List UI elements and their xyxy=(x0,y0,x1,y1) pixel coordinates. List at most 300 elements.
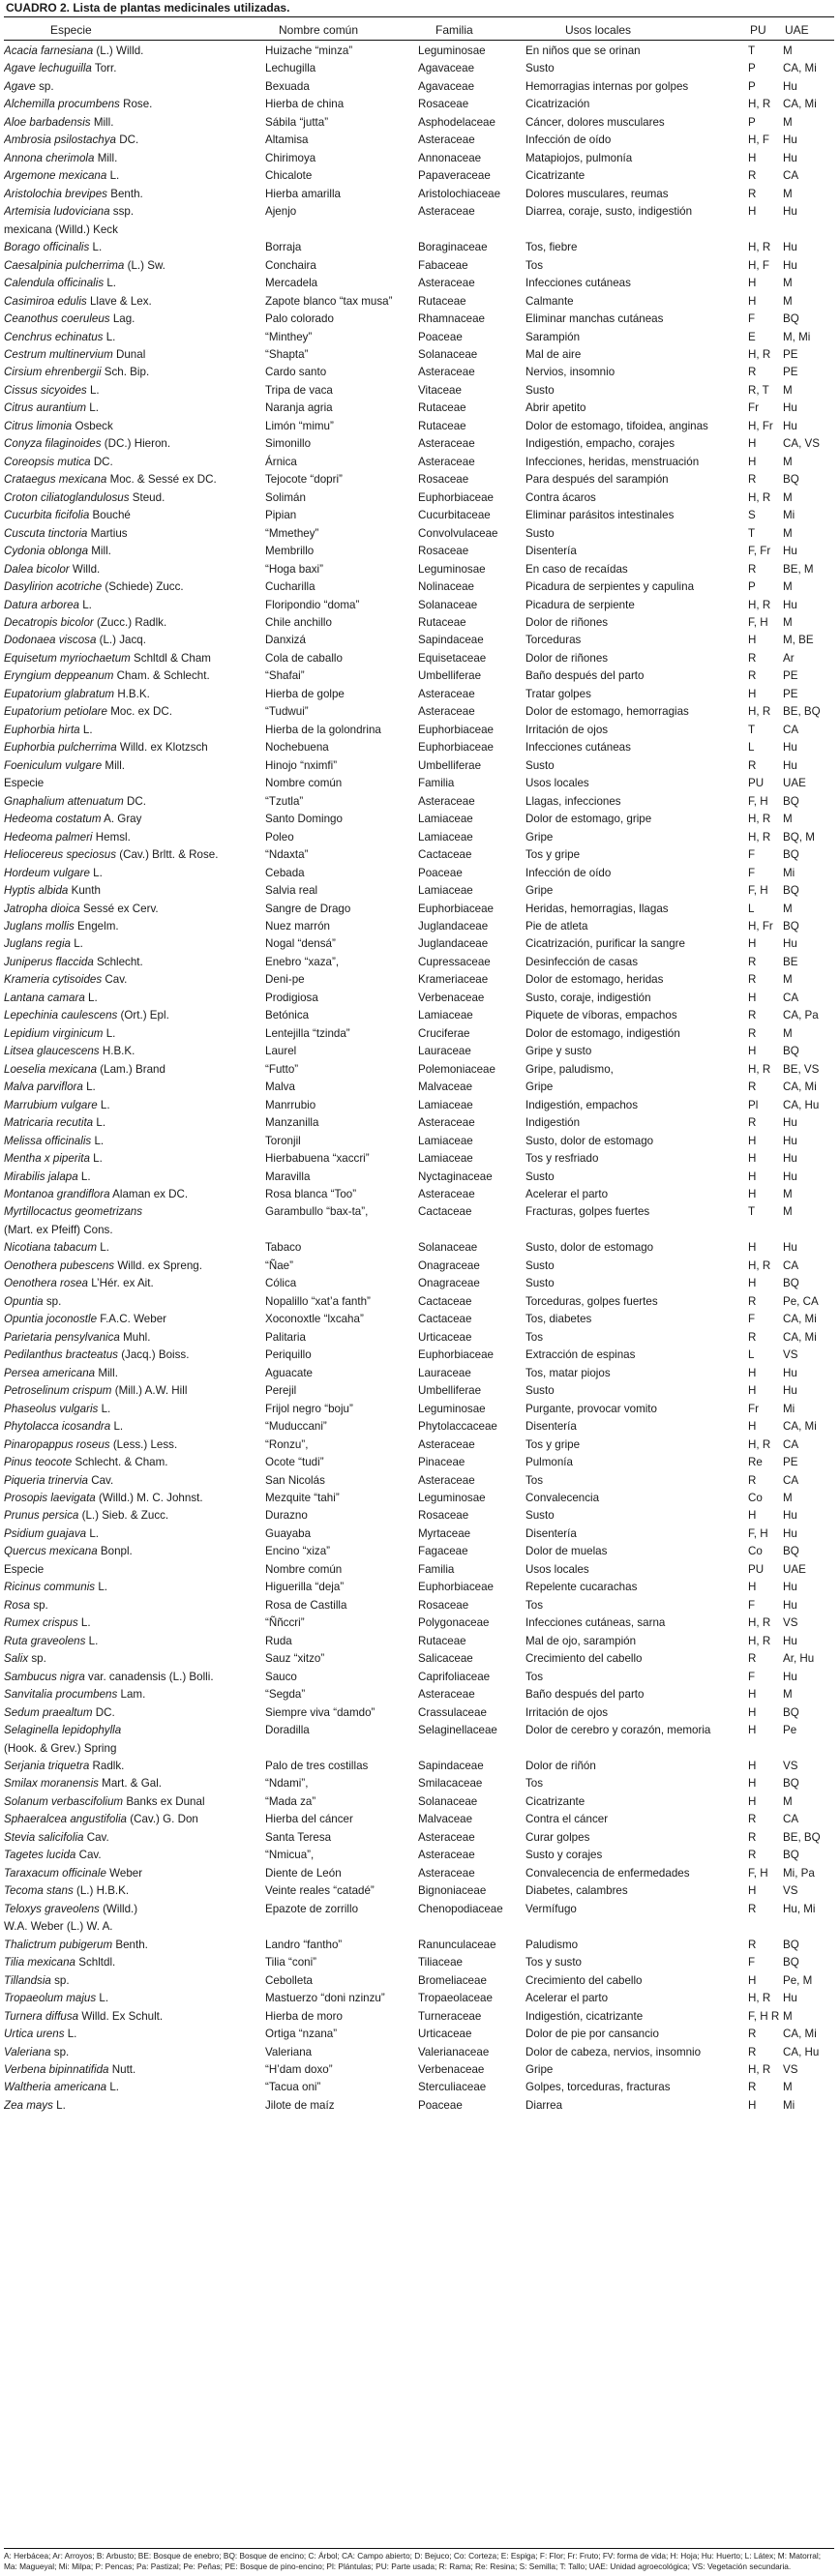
species-author: DC. xyxy=(95,1705,115,1719)
local-uses-cell: Tos xyxy=(525,1598,544,1612)
uae-cell: BQ xyxy=(783,1277,799,1290)
table-row xyxy=(0,1507,840,1525)
species-author: H.B.K. xyxy=(117,687,150,700)
table-row xyxy=(0,1811,840,1828)
species-author: Kunth xyxy=(71,884,101,898)
local-uses-cell: Tos, matar piojos xyxy=(525,1366,611,1379)
uae-cell: M xyxy=(783,1026,793,1040)
table-row xyxy=(0,311,840,328)
family-cell: Euphorbiaceae xyxy=(418,723,494,736)
species-name: Argemone mexicana xyxy=(4,169,107,183)
uae-cell: BE, M xyxy=(783,562,814,576)
species-author: Willd. Ex Schult. xyxy=(81,2009,164,2023)
uae-cell: Hu xyxy=(783,1170,797,1183)
local-uses-cell: Calmante xyxy=(525,294,574,308)
uae-cell: M xyxy=(783,455,793,468)
part-used-cell: H, R xyxy=(748,830,771,844)
species-cell xyxy=(4,1401,261,1418)
common-name-cell: Palo colorado xyxy=(265,312,334,326)
uae-cell: BQ xyxy=(783,1849,799,1862)
species-cell xyxy=(4,1740,261,1758)
common-name-cell: “H’dam doxo” xyxy=(265,2062,333,2076)
uae-cell: BE xyxy=(783,955,798,968)
local-uses-cell: Repelente cucarachas xyxy=(525,1581,638,1594)
species-name: Casimiroa edulis xyxy=(4,294,87,308)
part-used-cell: H xyxy=(748,1688,757,1702)
family-cell: Urticaceae xyxy=(418,1330,472,1344)
part-used-cell: H xyxy=(748,205,757,219)
local-uses-cell: Picadura de serpientes y capulina xyxy=(525,580,695,594)
family-cell: Rosaceae xyxy=(418,473,469,487)
family-cell: Myrtaceae xyxy=(418,1526,471,1540)
table-row xyxy=(0,150,840,167)
uae-cell: CA, Mi xyxy=(783,1081,817,1094)
species-cell xyxy=(4,1311,261,1328)
family-cell: Sterculiaceae xyxy=(418,2081,487,2094)
species-author: (Less.) Less. xyxy=(112,1437,178,1451)
part-used-cell: H xyxy=(748,937,757,951)
species-name: Opuntia xyxy=(4,1294,44,1308)
family-cell: Lamiaceae xyxy=(418,813,473,826)
common-name-cell: “Segda” xyxy=(265,1688,306,1702)
species-name: Litsea glaucescens xyxy=(4,1045,100,1058)
table-row xyxy=(0,364,840,381)
species-name: Aloe barbadensis xyxy=(4,115,91,129)
part-used-cell: R xyxy=(748,955,757,968)
uae-cell: Mi xyxy=(783,866,795,879)
part-used-cell: T xyxy=(748,44,756,57)
local-uses-cell: Dolor de riñones xyxy=(525,616,609,629)
uae-cell: Hu xyxy=(783,1152,797,1166)
common-name-cell: Mercadela xyxy=(265,277,318,290)
part-used-cell: L xyxy=(748,1348,755,1362)
uae-cell: CA xyxy=(783,169,799,183)
uae-cell: CA, Pa xyxy=(783,1009,819,1022)
species-cell xyxy=(4,1097,261,1114)
uae-cell: Hu xyxy=(783,1634,797,1647)
family-cell: Asteraceae xyxy=(418,1688,475,1702)
uae-cell: M xyxy=(783,187,793,200)
common-name-cell: Hierba de golpe xyxy=(265,687,345,700)
local-uses-cell: En caso de recaídas xyxy=(525,562,628,576)
part-used-cell: R xyxy=(748,169,757,183)
table-row xyxy=(0,1918,840,1936)
species-name: Cucurbita ficifolia xyxy=(4,509,90,522)
species-name: Prunus persica xyxy=(4,1509,79,1523)
species-name: Borago officinalis xyxy=(4,241,90,254)
local-uses-cell: Infecciones cutáneas, sarna xyxy=(525,1616,666,1630)
uae-cell: Hu xyxy=(783,741,797,755)
species-cell xyxy=(4,739,261,756)
species-author: (Hook. & Grev.) Spring xyxy=(4,1741,117,1755)
table-row xyxy=(0,650,840,667)
species-author: (L.) H.B.K. xyxy=(75,1884,130,1898)
common-name-cell: Mezquite “tahi” xyxy=(265,1491,340,1504)
species-author: L. xyxy=(101,1402,111,1415)
uae-cell: Ar xyxy=(783,651,795,665)
part-used-cell: H, R xyxy=(748,1062,771,1076)
footnote: A: Herbácea; Ar: Arroyos; B: Arbusto; BE: Bosque de enebro; BQ: Bosque de encino; C: Árbol; CA: Campo abierto; D: Bejuco; Co: Corteza; E: Espiga; F: Flor; Fr: Fruto; FV: forma de vida; H: Hoja; Hu: Huerto; L: Látex; M: Matorral; Ma: Magueyal; Mi: Milpa; P: Pencas; Pa: Pastizal; Pe: Peñas; PE: Bosque de pino-encino; Pl: Plántulas; PU: Parte usada; R: Rama; Re: Resina; S: Semilla; T: Tallo; UAE: Unidad agroecológica; VS: Vegetación secundaria. xyxy=(4,2551,822,2571)
uae-cell: BQ xyxy=(783,1938,799,1951)
species-name: Serjania triquetra xyxy=(4,1760,90,1772)
species-cell xyxy=(4,846,261,864)
common-name-cell: Lentejilla “tzinda” xyxy=(265,1026,350,1040)
local-uses-cell: Gripe xyxy=(525,2062,554,2076)
local-uses-cell: Tos xyxy=(525,1670,544,1683)
family-cell: Onagraceae xyxy=(418,1258,480,1272)
common-name-cell: Mastuerzo “doni nzinzu” xyxy=(265,1992,385,2005)
common-name-cell: Palo de tres costillas xyxy=(265,1760,369,1772)
common-name-cell: Perejil xyxy=(265,1384,297,1398)
uae-cell: BQ, M xyxy=(783,830,815,844)
header-familia: Familia xyxy=(418,1562,455,1576)
species-name: Marrubium vulgare xyxy=(4,1098,98,1111)
species-name: Dodonaea viscosa xyxy=(4,634,97,647)
common-name-cell: Ortiga “nzana” xyxy=(265,2028,338,2041)
species-name: Alchemilla procumbens xyxy=(4,98,120,111)
family-cell: Umbelliferae xyxy=(418,758,482,772)
header-usos-locales: Usos locales xyxy=(565,23,632,37)
table-row xyxy=(0,275,840,292)
header-especie: Especie xyxy=(4,777,45,790)
header-pu: PU xyxy=(748,777,765,790)
species-author: (Mill.) A.W. Hill xyxy=(114,1384,188,1398)
common-name-cell: Hierba del cáncer xyxy=(265,1813,353,1826)
part-used-cell: F, H R xyxy=(748,2009,780,2023)
uae-cell: BE, VS xyxy=(783,1062,820,1076)
species-cell xyxy=(4,1490,261,1507)
species-name: Oenothera rosea xyxy=(4,1277,89,1290)
header-pu: PU xyxy=(748,1562,765,1576)
species-cell xyxy=(4,43,261,60)
species-name: Pinaropappus roseus xyxy=(4,1437,110,1451)
species-name: Lepechinia caulescens xyxy=(4,1009,118,1022)
family-cell: Valerianaceae xyxy=(418,2045,490,2058)
table-row xyxy=(0,1901,840,1918)
uae-cell: BQ xyxy=(783,1045,799,1058)
common-name-cell: Hierba de moro xyxy=(265,2009,343,2023)
species-author: (L.) Jacq. xyxy=(99,634,146,647)
part-used-cell: S xyxy=(748,509,756,522)
species-name: Cuscuta tinctoria xyxy=(4,526,88,540)
table-row xyxy=(0,703,840,721)
local-uses-cell: Curar golpes xyxy=(525,1830,590,1844)
uae-cell: Hu xyxy=(783,205,797,219)
part-used-cell: H xyxy=(748,1884,757,1898)
table-row xyxy=(0,1222,840,1239)
species-author: Martius xyxy=(90,526,128,540)
local-uses-cell: Heridas, hemorragias, llagas xyxy=(525,902,669,915)
part-used-cell: H xyxy=(748,1134,757,1147)
local-uses-cell: Eliminar parásitos intestinales xyxy=(525,509,675,522)
common-name-cell: Nopalillo “xat’a fanth” xyxy=(265,1294,371,1308)
common-name-cell: Sangre de Drago xyxy=(265,902,351,915)
common-name-cell: Ajenjo xyxy=(265,205,297,219)
table-row xyxy=(0,239,840,256)
uae-cell: PE xyxy=(783,1456,798,1469)
uae-cell: Hu, Mi xyxy=(783,1902,816,1915)
part-used-cell: H, R xyxy=(748,598,771,611)
species-author: L. xyxy=(80,1616,91,1630)
species-cell xyxy=(4,1079,261,1096)
species-cell xyxy=(4,703,261,721)
local-uses-cell: Acelerar el parto xyxy=(525,1992,609,2005)
species-cell xyxy=(4,632,261,649)
common-name-cell: Cardo santo xyxy=(265,366,327,379)
part-used-cell: H, R xyxy=(748,2062,771,2076)
family-cell: Euphorbiaceae xyxy=(418,902,494,915)
species-author: Benth. xyxy=(115,1938,148,1951)
uae-cell: CA, Mi xyxy=(783,1313,817,1326)
part-used-cell: R xyxy=(748,1652,757,1666)
table-row xyxy=(0,561,840,578)
family-cell: Salicaceae xyxy=(418,1652,473,1666)
common-name-cell: “Minthey” xyxy=(265,330,313,343)
common-name-cell: Encino “xiza” xyxy=(265,1545,331,1558)
table-row xyxy=(0,1704,840,1722)
uae-cell: Pe, M xyxy=(783,1973,813,1987)
local-uses-cell: Extracción de espinas xyxy=(525,1348,636,1362)
table-row xyxy=(0,1990,840,2007)
uae-cell: M xyxy=(783,490,793,504)
species-name: Cirsium ehrenbergii xyxy=(4,366,102,379)
species-cell xyxy=(4,167,261,185)
table-row xyxy=(0,60,840,77)
local-uses-cell: Convalecencia de enfermedades xyxy=(525,1866,690,1880)
part-used-cell: L xyxy=(748,902,755,915)
species-author: W.A. Weber (L.) W. A. xyxy=(4,1920,113,1934)
uae-cell: VS xyxy=(783,1760,798,1772)
part-used-cell: H, Fr xyxy=(748,419,773,432)
common-name-cell: Tripa de vaca xyxy=(265,383,333,397)
table-row xyxy=(0,222,840,239)
species-name: Citrus limonia xyxy=(4,419,73,432)
local-uses-cell: Fracturas, golpes fuertes xyxy=(525,1205,650,1219)
species-cell xyxy=(4,1882,261,1900)
species-name: Solanum verbascifolium xyxy=(4,1794,124,1808)
local-uses-cell: Dolor de riñones xyxy=(525,651,609,665)
family-cell: Malvaceae xyxy=(418,1813,473,1826)
species-author: DC. xyxy=(119,133,139,147)
uae-cell: BQ xyxy=(783,1777,799,1791)
family-cell: Rutaceae xyxy=(418,401,466,415)
species-author: sp. xyxy=(54,1973,70,1987)
family-cell: Asteraceae xyxy=(418,1849,475,1862)
header-especie: Especie xyxy=(50,23,92,37)
common-name-cell: Betónica xyxy=(265,1009,310,1022)
species-name: Oenothera pubescens xyxy=(4,1258,115,1272)
common-name-cell: Prodigiosa xyxy=(265,991,318,1004)
local-uses-cell: Dolor de estomago, heridas xyxy=(525,973,664,987)
species-name: Hedeoma costatum xyxy=(4,813,102,826)
species-name: Tecoma stans xyxy=(4,1884,74,1898)
family-cell: Asteraceae xyxy=(418,794,475,808)
part-used-cell: F, H xyxy=(748,1866,768,1880)
species-cell xyxy=(4,400,261,417)
uae-cell: PE xyxy=(783,347,798,361)
common-name-cell: Guayaba xyxy=(265,1526,312,1540)
table-row xyxy=(0,1079,840,1096)
common-name-cell: “Mmethey” xyxy=(265,526,319,540)
species-author: Muhl. xyxy=(123,1330,151,1344)
uae-cell: M xyxy=(783,383,793,397)
common-name-cell: Chicalote xyxy=(265,169,313,183)
common-name-cell: Diente de León xyxy=(265,1866,342,1880)
table-row xyxy=(0,1543,840,1560)
uae-cell: CA, Mi xyxy=(783,2028,817,2041)
family-cell: Lauraceae xyxy=(418,1366,471,1379)
species-cell xyxy=(4,935,261,953)
common-name-cell: Membrillo xyxy=(265,545,315,558)
species-author: Lag. xyxy=(112,312,135,326)
species-name: Rumex crispus xyxy=(4,1616,78,1630)
local-uses-cell: En niños que se orinan xyxy=(525,44,641,57)
family-cell: Euphorbiaceae xyxy=(418,741,494,755)
species-cell xyxy=(4,918,261,935)
table-row xyxy=(0,329,840,346)
uae-cell: CA, VS xyxy=(783,437,821,451)
table-row xyxy=(0,1793,840,1811)
family-cell: Euphorbiaceae xyxy=(418,1581,494,1594)
table-header xyxy=(0,22,840,39)
table-caption: CUADRO 2. Lista de plantas medicinales utilizadas. xyxy=(6,1,290,15)
local-uses-cell: Susto xyxy=(525,1384,555,1398)
species-name: Ceanothus coeruleus xyxy=(4,312,110,326)
table-row xyxy=(0,489,840,507)
species-cell xyxy=(4,597,261,614)
species-name: Waltheria americana xyxy=(4,2081,107,2094)
species-author: (L.) Willd. xyxy=(96,44,144,57)
species-cell xyxy=(4,1061,261,1079)
species-name: Agave lechuguilla xyxy=(4,62,92,75)
family-cell: Nyctaginaceae xyxy=(418,1170,493,1183)
uae-cell: BQ xyxy=(783,473,799,487)
uae-cell: PE xyxy=(783,669,798,683)
part-used-cell: H xyxy=(748,437,757,451)
species-name: Hedeoma palmeri xyxy=(4,830,93,844)
common-name-cell: Aguacate xyxy=(265,1366,313,1379)
part-used-cell: R xyxy=(748,2081,757,2094)
part-used-cell: H, F xyxy=(748,133,769,147)
uae-cell: BQ xyxy=(783,1545,799,1558)
uae-cell: M xyxy=(783,813,793,826)
family-cell: Onagraceae xyxy=(418,1277,480,1290)
species-name: Lepidium virginicum xyxy=(4,1026,104,1040)
uae-cell: Hu xyxy=(783,545,797,558)
species-author: Llave & Lex. xyxy=(89,294,152,308)
species-name: Sphaeralcea angustifolia xyxy=(4,1813,127,1826)
header-nombre-comun: Nombre común xyxy=(279,23,359,37)
header-pu: PU xyxy=(750,23,766,37)
family-cell: Rhamnaceae xyxy=(418,312,485,326)
common-name-cell: Borraja xyxy=(265,241,302,254)
species-author: L. xyxy=(105,1026,116,1040)
species-cell xyxy=(4,578,261,596)
table-row xyxy=(0,1579,840,1596)
part-used-cell: Re xyxy=(748,1456,763,1469)
local-uses-cell: Dolor de muelas xyxy=(525,1545,608,1558)
species-cell xyxy=(4,1169,261,1186)
table-row xyxy=(0,971,840,989)
species-cell xyxy=(4,186,261,203)
species-author: Mill. xyxy=(91,545,111,558)
local-uses-cell: Tos y resfriado xyxy=(525,1152,599,1166)
part-used-cell: T xyxy=(748,526,756,540)
table-row xyxy=(0,597,840,614)
species-name: Sanvitalia procumbens xyxy=(4,1688,118,1702)
family-cell: Poaceae xyxy=(418,2098,463,2112)
family-cell: Rosaceae xyxy=(418,545,469,558)
part-used-cell: H xyxy=(748,1366,757,1379)
uae-cell: Hu xyxy=(783,1134,797,1147)
local-uses-cell: Baño después del parto xyxy=(525,1688,645,1702)
family-cell: Convolvulaceae xyxy=(418,526,498,540)
common-name-cell: “Muduccani” xyxy=(265,1420,327,1434)
local-uses-cell: Indigestión, empachos xyxy=(525,1098,639,1111)
species-author: Mill. xyxy=(93,115,114,129)
species-name: Eupatorium petiolare xyxy=(4,705,107,719)
table-row xyxy=(0,1418,840,1436)
species-author: Sessé ex Cerv. xyxy=(82,902,159,915)
species-author: F.A.C. Weber xyxy=(100,1313,167,1326)
species-author: L. xyxy=(98,1581,107,1594)
part-used-cell: H xyxy=(748,294,757,308)
table-row xyxy=(0,1490,840,1507)
common-name-cell: Salvia real xyxy=(265,884,318,898)
species-name: Sedum praealtum xyxy=(4,1705,93,1719)
species-author: Torr. xyxy=(94,62,117,75)
species-author: L. xyxy=(94,1134,105,1147)
uae-cell: M xyxy=(783,1188,793,1200)
species-name: Phytolacca icosandra xyxy=(4,1420,111,1434)
table-row xyxy=(0,1007,840,1024)
family-cell: Leguminosae xyxy=(418,562,486,576)
part-used-cell: Pl xyxy=(748,1098,759,1111)
species-author: Cav. xyxy=(78,1849,102,1862)
part-used-cell: H, R xyxy=(748,1258,771,1272)
header-rule xyxy=(4,40,834,41)
species-cell xyxy=(4,1133,261,1150)
species-author: Cav. xyxy=(86,1830,109,1844)
common-name-cell: Chile anchillo xyxy=(265,616,332,629)
uae-cell: Hu xyxy=(783,1384,797,1398)
table-row xyxy=(0,865,840,882)
species-author: Steud. xyxy=(132,490,165,504)
species-cell xyxy=(4,346,261,364)
species-name: Gnaphalium attenuatum xyxy=(4,794,124,808)
species-name: Piqueria trinervia xyxy=(4,1473,88,1487)
part-used-cell: R xyxy=(748,1081,757,1094)
part-used-cell: R xyxy=(748,1294,757,1308)
family-cell: Aristolochiaceae xyxy=(418,187,501,200)
local-uses-cell: Cicatrizante xyxy=(525,169,585,183)
uae-cell: BQ xyxy=(783,312,799,326)
common-name-cell: Rosa blanca “Too” xyxy=(265,1188,357,1200)
species-author: Cav. xyxy=(105,973,128,987)
species-cell xyxy=(4,1918,261,1936)
species-cell xyxy=(4,1239,261,1257)
part-used-cell: P xyxy=(748,79,756,93)
uae-cell: Hu xyxy=(783,401,797,415)
part-used-cell: F xyxy=(748,1313,756,1326)
family-cell: Vitaceae xyxy=(418,383,462,397)
header-familia: Familia xyxy=(418,777,455,790)
species-name: Taraxacum officinale xyxy=(4,1866,106,1880)
local-uses-cell: Baño después del parto xyxy=(525,669,645,683)
common-name-cell: “Tacua oni” xyxy=(265,2081,321,2094)
table-row xyxy=(0,1597,840,1614)
header-uae: UAE xyxy=(783,777,806,790)
